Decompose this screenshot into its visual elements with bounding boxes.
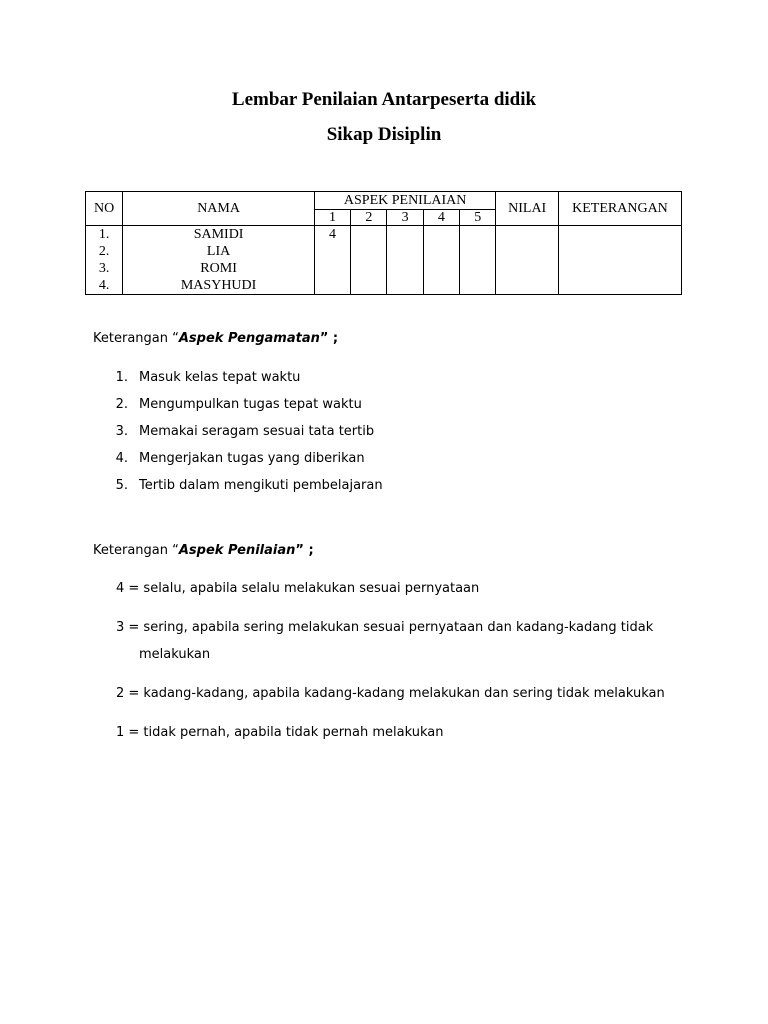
header-keterangan: KETERANGAN (558, 192, 681, 226)
aspek-3-cell (387, 226, 423, 295)
document-title: Lembar Penilaian Antarpeserta didik (231, 89, 537, 110)
assessment-table (85, 191, 682, 295)
header-aspek-4: 4 (423, 210, 459, 226)
row-nama: MASYHUDI (180, 278, 257, 293)
aspek-5-cell (460, 226, 496, 295)
pengamatan-heading (93, 331, 338, 346)
nama-column-cell (123, 226, 315, 295)
list-number: 5. (115, 478, 128, 493)
row-nama: LIA (206, 244, 231, 259)
heading-emphasis: Aspek Pengamatan (178, 331, 320, 346)
row-no: 1. (98, 227, 110, 242)
keterangan-cell (558, 226, 681, 295)
row-nama: SAMIDI (193, 227, 244, 242)
penilaian-item: 3 = sering, apabila sering melakukan sesuai pernyataan dan kadang-kadang tidak (116, 620, 654, 635)
penilaian-item: 4 = selalu, apabila selalu melakukan sesuai pernyataan (116, 581, 480, 596)
list-text: Mengerjakan tugas yang diberikan (139, 451, 365, 466)
penilaian-item-continuation: melakukan (139, 647, 211, 662)
header-aspek-5: 5 (460, 210, 496, 226)
list-text: Masuk kelas tepat waktu (139, 370, 301, 385)
header-aspek-3: 3 (387, 210, 423, 226)
header-no: NO (86, 192, 123, 226)
list-number: 3. (115, 424, 128, 439)
list-number: 2. (115, 397, 128, 412)
list-number: 1. (115, 370, 128, 385)
list-text: Mengumpulkan tugas tepat waktu (139, 397, 362, 412)
penilaian-item: 2 = kadang-kadang, apabila kadang-kadang melakukan dan sering tidak melakukan (116, 686, 665, 701)
heading-prefix: Keterangan “ (93, 331, 179, 346)
heading-suffix: ” ; (295, 543, 314, 558)
row-score-aspek-1: 4 (329, 227, 337, 242)
nilai-cell (496, 226, 559, 295)
no-column-cell (86, 226, 123, 295)
header-aspek-2: 2 (351, 210, 387, 226)
row-nama: ROMI (200, 261, 237, 276)
row-no: 4. (98, 278, 110, 293)
header-nilai: NILAI (496, 192, 559, 226)
penilaian-item: 1 = tidak pernah, apabila tidak pernah melakukan (116, 725, 444, 740)
aspek-1-cell (314, 226, 350, 295)
aspek-2-cell (351, 226, 387, 295)
heading-prefix: Keterangan “ (93, 543, 179, 558)
heading-emphasis: Aspek Penilaian (178, 543, 296, 558)
header-nama: NAMA (123, 192, 315, 226)
heading-suffix: ” ; (319, 331, 339, 346)
aspek-4-cell (423, 226, 459, 295)
header-aspek-1: 1 (314, 210, 350, 226)
list-number: 4. (115, 451, 128, 466)
document-subtitle: Sikap Disiplin (326, 124, 442, 145)
row-no: 2. (98, 244, 110, 259)
list-text: Tertib dalam mengikuti pembelajaran (139, 478, 383, 493)
penilaian-heading (93, 543, 314, 558)
list-text: Memakai seragam sesuai tata tertib (139, 424, 375, 439)
header-aspek-penilaian: ASPEK PENILAIAN (314, 192, 496, 210)
row-no: 3. (98, 261, 110, 276)
